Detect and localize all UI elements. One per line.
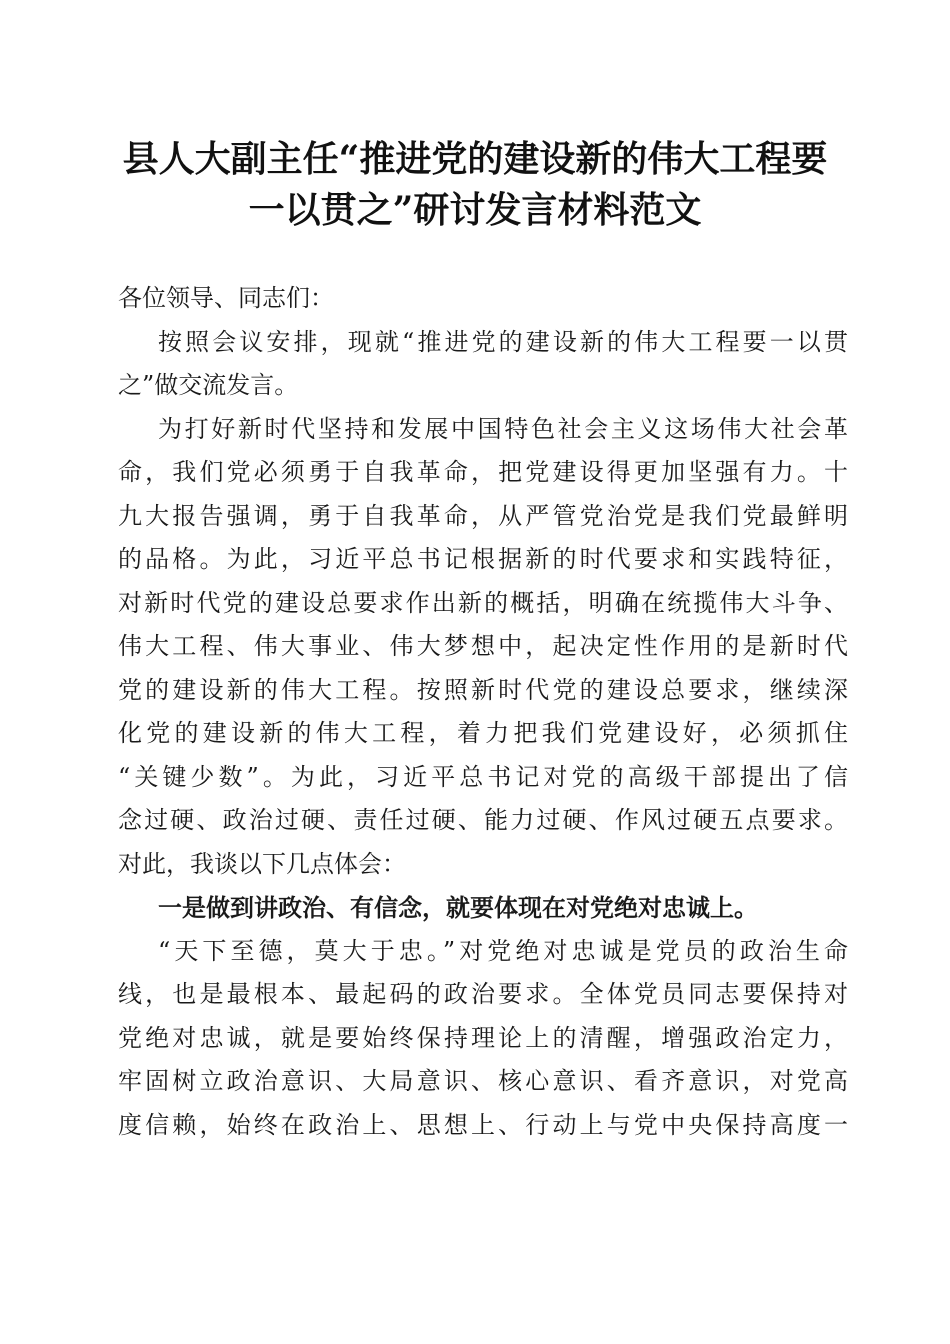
paragraph-line: 各位领导、同志们： <box>118 284 334 312</box>
paragraph-line: 命，我们党必须勇于自我革命，把党建设得更加坚强有力。十 <box>118 458 848 486</box>
paragraph-line: 线，也是最根本、最起码的政治要求。全体党员同志要保持对 <box>118 980 848 1008</box>
document-body <box>118 277 848 1147</box>
title-line: 一以贯之”研讨发言材料范文 <box>248 189 702 231</box>
paragraph-line: 之”做交流发言。 <box>118 371 299 399</box>
paragraph-line: 为打好新时代坚持和发展中国特色社会主义这场伟大社会革 <box>158 414 848 443</box>
title-line: 县人大副主任“推进党的建设新的伟大工程要 <box>122 138 828 180</box>
paragraph-line: 牢固树立政治意识、大局意识、核心意识、看齐意识，对党高 <box>118 1067 848 1095</box>
paragraph-line: 对此，我谈以下几点体会： <box>118 849 406 878</box>
section-heading-line: 一是做到讲政治、有信念，就要体现在对党绝对忠诚上。 <box>158 893 758 922</box>
paragraph-line: 化党的建设新的伟大工程，着力把我们党建设好，必须抓住 <box>118 719 848 747</box>
paragraph-line: 对新时代党的建设总要求作出新的概括，明确在统揽伟大斗争、 <box>118 588 848 617</box>
paragraph-line: 伟大工程、伟大事业、伟大梦想中，起决定性作用的是新时代 <box>118 632 848 660</box>
paragraph-line: 九大报告强调，勇于自我革命，从严管党治党是我们党最鲜明 <box>118 501 848 530</box>
paragraph-line: 的品格。为此，习近平总书记根据新的时代要求和实践特征， <box>118 545 848 573</box>
paragraph-line: 党绝对忠诚，就是要始终保持理论上的清醒，增强政治定力， <box>118 1023 848 1052</box>
document-title <box>100 134 850 236</box>
paragraph-line: 念过硬、政治过硬、责任过硬、能力过硬、作风过硬五点要求。 <box>118 806 848 834</box>
paragraph-line: 按照会议安排，现就“推进党的建设新的伟大工程要一以贯 <box>158 327 848 356</box>
paragraph-line: “关键少数”。为此，习近平总书记对党的高级干部提出了信 <box>118 762 848 791</box>
paragraph-line: “天下至德，莫大于忠。”对党绝对忠诚是党员的政治生命 <box>158 936 848 965</box>
paragraph-line: 度信赖，始终在政治上、思想上、行动上与党中央保持高度一 <box>118 1110 848 1139</box>
paragraph-line: 党的建设新的伟大工程。按照新时代党的建设总要求，继续深 <box>118 675 848 704</box>
